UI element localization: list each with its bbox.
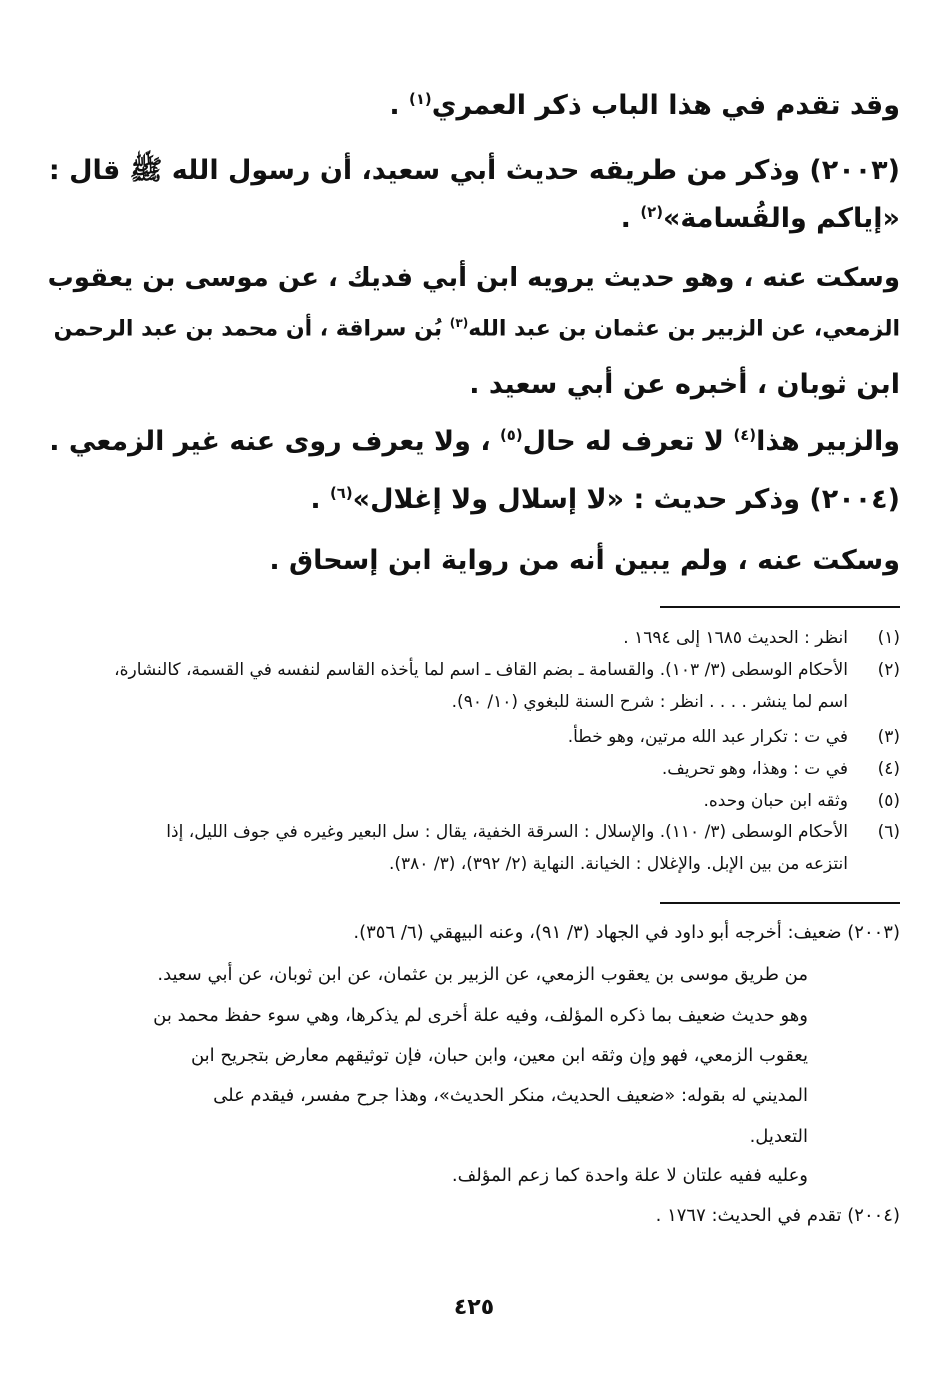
hadith-2003-text: «إياكم والقُسامة» <box>662 203 900 234</box>
footnote-6-cont <box>389 854 848 874</box>
takhrij-text: (٢٠٠٤) تقدم في الحديث: ١٧٦٧ . <box>655 1205 900 1226</box>
main-line-8 <box>310 484 900 515</box>
footnote-5 <box>703 791 900 811</box>
footnote-text: في ت : تكرار عبد الله مرتين، وهو خطأ. <box>567 727 848 747</box>
main-text: لا تعرف له حال <box>522 426 734 457</box>
takhrij-separator <box>660 902 900 904</box>
takhrij-text: وهو حديث ضعيف بما ذكره المؤلف، وفيه علة أخرى لم يذكرها، وهي سوء حفظ محمد بن <box>153 1005 808 1026</box>
footnote-ref: (٦) <box>329 484 353 502</box>
footnote-text: وثقه ابن حبان وحده. <box>703 791 848 811</box>
punctuation: . <box>620 203 641 234</box>
footnote-2-cont <box>452 692 848 712</box>
footnote-number: (٣) <box>877 727 900 747</box>
hadith-2003-intro: (٢٠٠٣) وذكر من طريقه حديث أبي سعيد، أن رسول الله ﷺ قال : <box>48 155 900 186</box>
takhrij-2003 <box>353 922 900 943</box>
footnote-1 <box>623 628 900 648</box>
footnote-number: (٤) <box>877 759 900 779</box>
footnote-ref: (٤) <box>733 426 757 444</box>
takhrij-line-2 <box>157 964 808 985</box>
takhrij-text: يعقوب الزمعي، فهو وإن وثقه ابن معين، وابن حبان، فإن توثيقهم معارض بتجريح ابن <box>190 1045 808 1066</box>
main-line-3 <box>621 203 900 234</box>
footnote-text: انتزعه من بين الإبل. والإغلال : الخيانة. النهاية (٢/ ٣٩٢)، (٣/ ٣٨٠). <box>388 854 848 874</box>
footnote-number: (٦) <box>877 822 900 842</box>
takhrij-line-7 <box>452 1165 808 1186</box>
main-text: ابن ثوبان ، أخبره عن أبي سعيد . <box>469 369 900 400</box>
footnote-text: الأحكام الوسطى (٣/ ١٠٣). والقسامة ـ بضم القاف ـ اسم لما يأخذه القاسم لنفسه في القسمة، كالنشارة، <box>114 660 848 680</box>
main-line-2 <box>49 153 900 193</box>
punctuation: . <box>389 90 410 121</box>
footnote-2 <box>114 660 900 680</box>
takhrij-line-5 <box>213 1085 808 1106</box>
footnote-ref: (٣) <box>449 316 469 330</box>
takhrij-2004 <box>656 1205 900 1226</box>
footnote-ref: (١) <box>409 90 432 108</box>
footnote-text: انظر : الحديث ١٦٨٥ إلى ١٦٩٤ . <box>623 628 848 648</box>
main-text: وقد تقدم في هذا الباب ذكر العمري <box>431 90 900 121</box>
takhrij-line-4 <box>191 1045 808 1066</box>
hadith-2004: (٢٠٠٤) وذكر حديث : «لا إسلال ولا إغلال» <box>352 484 900 515</box>
footnote-ref: (٢) <box>640 203 663 221</box>
footnote-text: في ت : وهذا، وهو تحريف. <box>661 759 848 779</box>
main-text: وسكت عنه ، وهو حديث يرويه ابن أبي فديك ، عن موسى بن يعقوب <box>47 263 900 293</box>
main-line-5 <box>54 316 900 341</box>
main-text: وسكت عنه ، ولم يبين أنه من رواية ابن إسحاق . <box>269 545 900 576</box>
footnote-number: (٥) <box>877 791 900 811</box>
footnote-ref: (٥) <box>500 426 523 444</box>
punctuation: . <box>310 484 330 515</box>
takhrij-line-3 <box>153 1005 808 1026</box>
footnote-6 <box>166 822 900 842</box>
takhrij-text: (٢٠٠٣) ضعيف: أخرجه أبو داود في الجهاد (٣/ ٩١)، وعنه البيهقي (٦/ ٣٥٦). <box>353 922 900 943</box>
footnote-3 <box>568 727 900 747</box>
main-line-9 <box>269 545 900 576</box>
main-text: والزبير هذا <box>756 426 900 457</box>
main-text: بُن سراقة ، أن محمد بن عبد الرحمن <box>53 316 450 342</box>
takhrij-text: المديني له بقوله: «ضعيف الحديث، منكر الحديث»، وهذا جرح مفسر، فيقدم على <box>213 1085 808 1106</box>
takhrij-text: من طريق موسى بن يعقوب الزمعي، عن الزبير بن عثمان، عن ابن ثوبان، عن أبي سعيد. <box>157 964 808 985</box>
takhrij-text: وعليه ففيه علتان لا علة واحدة كما زعم المؤلف. <box>451 1165 808 1186</box>
footnote-text: الأحكام الوسطى (٣/ ١١٠). والإسلال : السرقة الخفية، يقال : سل البعير وغيره في جوف الليل، إذا <box>166 822 848 842</box>
footnote-text: اسم لما ينشر . . . . انظر : شرح السنة للبغوي (١٠/ ٩٠). <box>451 692 848 712</box>
main-line-1 <box>389 90 900 121</box>
footnote-separator <box>660 606 900 608</box>
main-text: الزمعي، عن الزبير بن عثمان بن عبد الله <box>468 316 900 342</box>
takhrij-line-6 <box>750 1126 808 1147</box>
main-line-4 <box>48 263 900 293</box>
main-text: ، ولا يعرف روى عنه غير الزمعي . <box>49 426 500 457</box>
footnote-4 <box>662 759 900 779</box>
footnote-number: (٢) <box>877 660 900 680</box>
page-number: ٤٢٥ <box>453 1295 495 1320</box>
main-line-7 <box>49 426 900 457</box>
footnote-number: (١) <box>877 628 900 648</box>
main-line-6 <box>469 369 900 400</box>
takhrij-text: التعديل. <box>749 1126 808 1147</box>
